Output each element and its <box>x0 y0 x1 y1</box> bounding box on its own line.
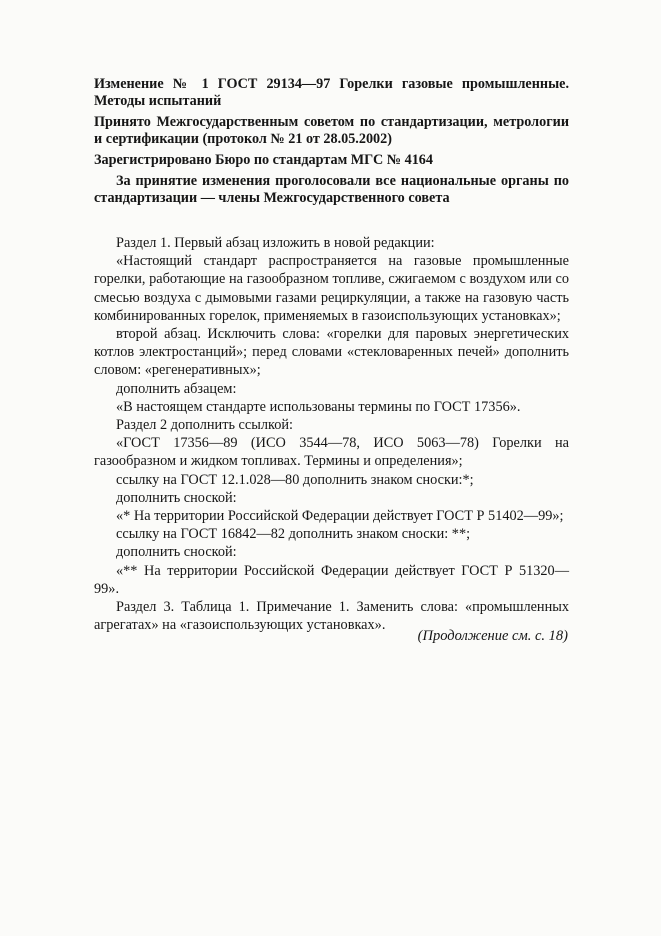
body-paragraph: второй абзац. Исключить слова: «горелки для паровых энергетических котлов электростанций»; перед словами «стекловаренных печей» дополнить словом: «регенеративных»; <box>94 326 569 379</box>
amendment-title: Изменение № 1 ГОСТ 29134—97 Горелки газовые промышленные. Методы испытаний <box>94 76 569 109</box>
body-paragraph: дополнить сноской: <box>116 544 237 561</box>
body-paragraph: «Настоящий стандарт распространяется на газовые промышленные горелки, работающие на газообразном топливе, сжигаемом с воздухом или со смесью воздуха с дымовыми газами рециркуляции, а также на газовую часть комбинированных горелок, применяемых в газоиспользующих установках»; <box>94 253 569 324</box>
body-paragraph: ссылку на ГОСТ 16842—82 дополнить знаком сноски: **; <box>116 526 471 543</box>
body-paragraph: «* На территории Российской Федерации действует ГОСТ Р 51402—99»; <box>116 508 564 525</box>
body-paragraph: Раздел 3. Таблица 1. Примечание 1. Заменить слова: «промышленных агрегатах» на «газоиспользующих установках». <box>94 599 569 634</box>
continuation-note: (Продолжение см. с. 18) <box>417 628 568 644</box>
body-paragraph: ссылку на ГОСТ 12.1.028—80 дополнить знаком сноски:*; <box>116 471 474 488</box>
body-paragraph: дополнить абзацем: <box>116 380 237 397</box>
body-paragraph: «В настоящем стандарте использованы термины по ГОСТ 17356». <box>116 398 521 415</box>
body-paragraph: дополнить сноской: <box>116 489 237 506</box>
body-paragraph: Раздел 1. Первый абзац изложить в новой редакции: <box>116 235 435 251</box>
voting-note: За принятие изменения проголосовали все национальные органы по стандартизации — члены Межгосударственного совета <box>94 173 569 206</box>
registration-note: Зарегистрировано Бюро по стандартам МГС № 4164 <box>94 152 433 168</box>
body-paragraph: «ГОСТ 17356—89 (ИСО 3544—78, ИСО 5063—78) Горелки на газообразном и жидком топливах. Термины и определения»; <box>94 435 569 470</box>
amendment-body <box>94 234 569 634</box>
document-content <box>94 76 569 634</box>
body-paragraph: «** На территории Российской Федерации действует ГОСТ Р 51320—99». <box>94 562 569 597</box>
body-paragraph: Раздел 2 дополнить ссылкой: <box>116 417 293 434</box>
adoption-note: Принято Межгосударственным советом по стандартизации, метрологии и сертификации (протокол № 21 от 28.05.2002) <box>94 114 569 147</box>
